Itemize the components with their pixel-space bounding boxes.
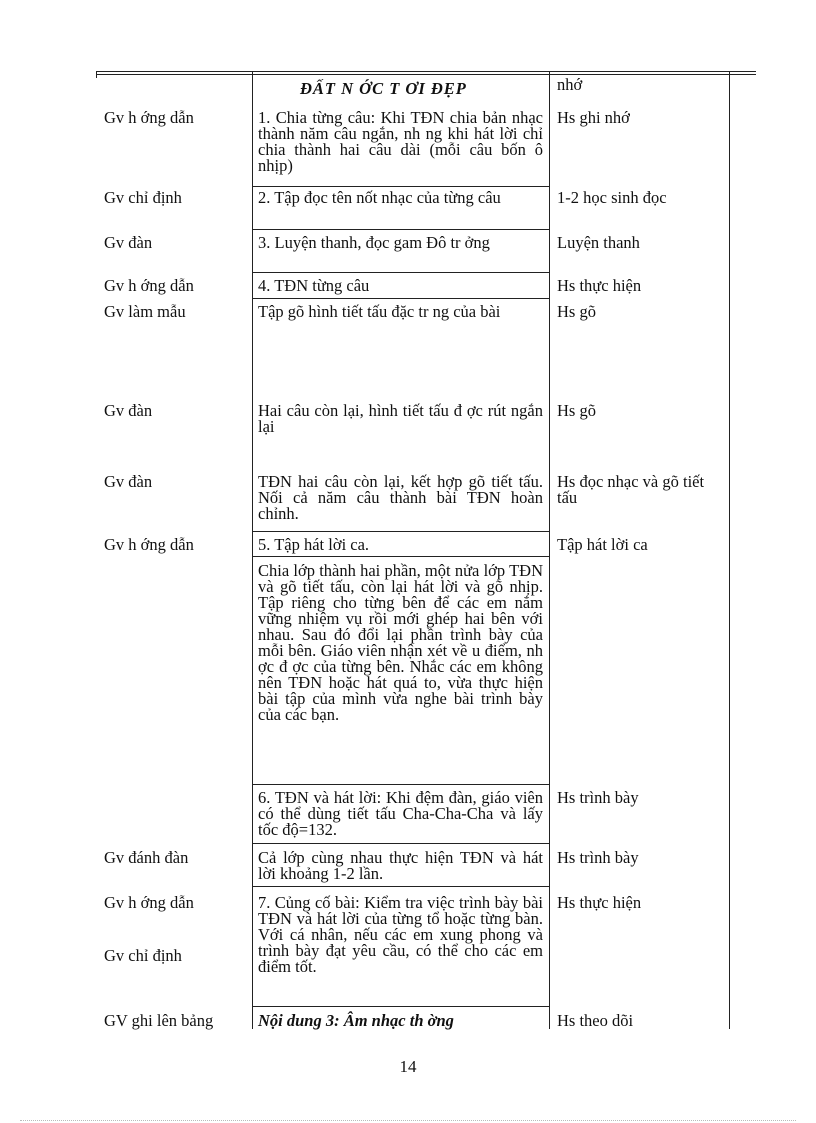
student-activity: Hs trình bày	[557, 788, 639, 807]
teacher-activity: Gv chỉ định	[104, 946, 182, 965]
section-heading: Nội dung 3: Âm nhạc th ờng	[258, 1011, 454, 1030]
student-activity: Hs đọc nhạc và gõ tiết tấu	[557, 472, 705, 507]
row-sep	[252, 272, 549, 273]
lesson-content: 7. Củng cố bài: Kiểm tra việc trình bày bài TĐN và hát lời của từng tổ hoặc từng bàn. Với cá nhân, nếu các em xung phong và trình bày đạt yêu cầu, có thể cho các em điểm tốt.	[258, 893, 543, 976]
table-left-edge	[96, 71, 97, 78]
row-sep	[252, 298, 549, 299]
student-activity: Hs thực hiện	[557, 276, 642, 295]
teacher-activity: Gv h ớng dẫn	[104, 108, 194, 127]
row-sep	[252, 784, 549, 785]
page-number: 14	[399, 1057, 417, 1076]
lesson-content: 1. Chia từng câu: Khi TĐN chia bản nhạc thành năm câu ngắn, nh ng khi hát lời chỉ chia thành hai câu dài (mỗi câu bốn ô nhịp)	[258, 108, 543, 175]
table-top-border	[96, 71, 756, 72]
teacher-activity: Gv đánh đàn	[104, 848, 189, 867]
lesson-content: Cả lớp cùng nhau thực hiện TĐN và hát lời khoảng 1-2 lần.	[258, 848, 543, 883]
student-activity: Hs theo dõi	[557, 1011, 634, 1030]
row-sep	[252, 843, 549, 844]
student-activity: Hs gõ	[557, 401, 596, 420]
student-activity: Hs gõ	[557, 302, 596, 321]
page-bottom-divider	[20, 1120, 796, 1121]
teacher-activity: GV ghi lên bảng	[104, 1011, 214, 1030]
row-sep	[252, 531, 549, 532]
student-activity: 1-2 học sinh đọc	[557, 188, 667, 207]
row-sep	[252, 229, 549, 230]
column-divider-2	[549, 71, 550, 1029]
teacher-activity: Gv làm mẫu	[104, 302, 186, 321]
lesson-content: Hai câu còn lại, hình tiết tấu đ ợc rút ngắn lại	[258, 401, 543, 436]
lesson-content: 2. Tập đọc tên nốt nhạc của từng câu	[258, 188, 501, 207]
student-activity: Tập hát lời ca	[557, 535, 648, 554]
table-top-border-inner	[96, 74, 756, 75]
lesson-content: Tập gõ hình tiết tấu đặc tr ng của bài	[258, 302, 501, 321]
lesson-content: 6. TĐN và hát lời: Khi đệm đàn, giáo viên có thể dùng tiết tấu Cha-Cha-Cha và lấy tốc độ=132.	[258, 788, 543, 839]
row-sep	[252, 186, 549, 187]
lesson-content: TĐN hai câu còn lại, kết hợp gõ tiết tấu. Nối cả năm câu thành bài TĐN hoàn chỉnh.	[258, 472, 543, 523]
header-right-text: nhớ	[557, 75, 583, 94]
student-activity: Luyện thanh	[557, 233, 640, 252]
student-activity: Hs ghi nhớ	[557, 108, 630, 127]
lesson-content: Chia lớp thành hai phần, một nửa lớp TĐN và gõ tiết tấu, còn lại hát lời và gõ nhịp. Tập riêng cho từng bên để các em nắm vững nhiệm vụ rồi mới ghép hai bên với nhau. Sau đó đổi lại phần trình bày của mỗi bên. Giáo viên nhận xét về u điểm, nh ợc đ ợc của từng bên. Nhắc các em không nên TĐN hoặc hát quá to, vừa thực hiện bài tập của mình vừa nghe bài trình bày của các bạn.	[258, 561, 543, 724]
teacher-activity: Gv h ớng dẫn	[104, 276, 194, 295]
lesson-content: 5. Tập hát lời ca.	[258, 535, 370, 554]
teacher-activity: Gv chỉ định	[104, 188, 182, 207]
student-activity: Hs trình bày	[557, 848, 639, 867]
row-sep	[252, 556, 549, 557]
teacher-activity: Gv h ớng dẫn	[104, 893, 194, 912]
teacher-activity: Gv đàn	[104, 401, 153, 420]
lesson-content: 3. Luyện thanh, đọc gam Đô tr ởng	[258, 233, 490, 252]
teacher-activity: Gv đàn	[104, 472, 153, 491]
lesson-content: 4. TĐN từng câu	[258, 276, 370, 295]
teacher-activity: Gv h ớng dẫn	[104, 535, 194, 554]
student-activity: Hs thực hiện	[557, 893, 642, 912]
row-sep	[252, 1006, 549, 1007]
column-divider-3	[729, 71, 730, 1029]
teacher-activity: Gv đàn	[104, 233, 153, 252]
row-sep	[252, 886, 549, 887]
lesson-title: ĐẤT N ỚC T ƠI ĐẸP	[300, 79, 467, 98]
